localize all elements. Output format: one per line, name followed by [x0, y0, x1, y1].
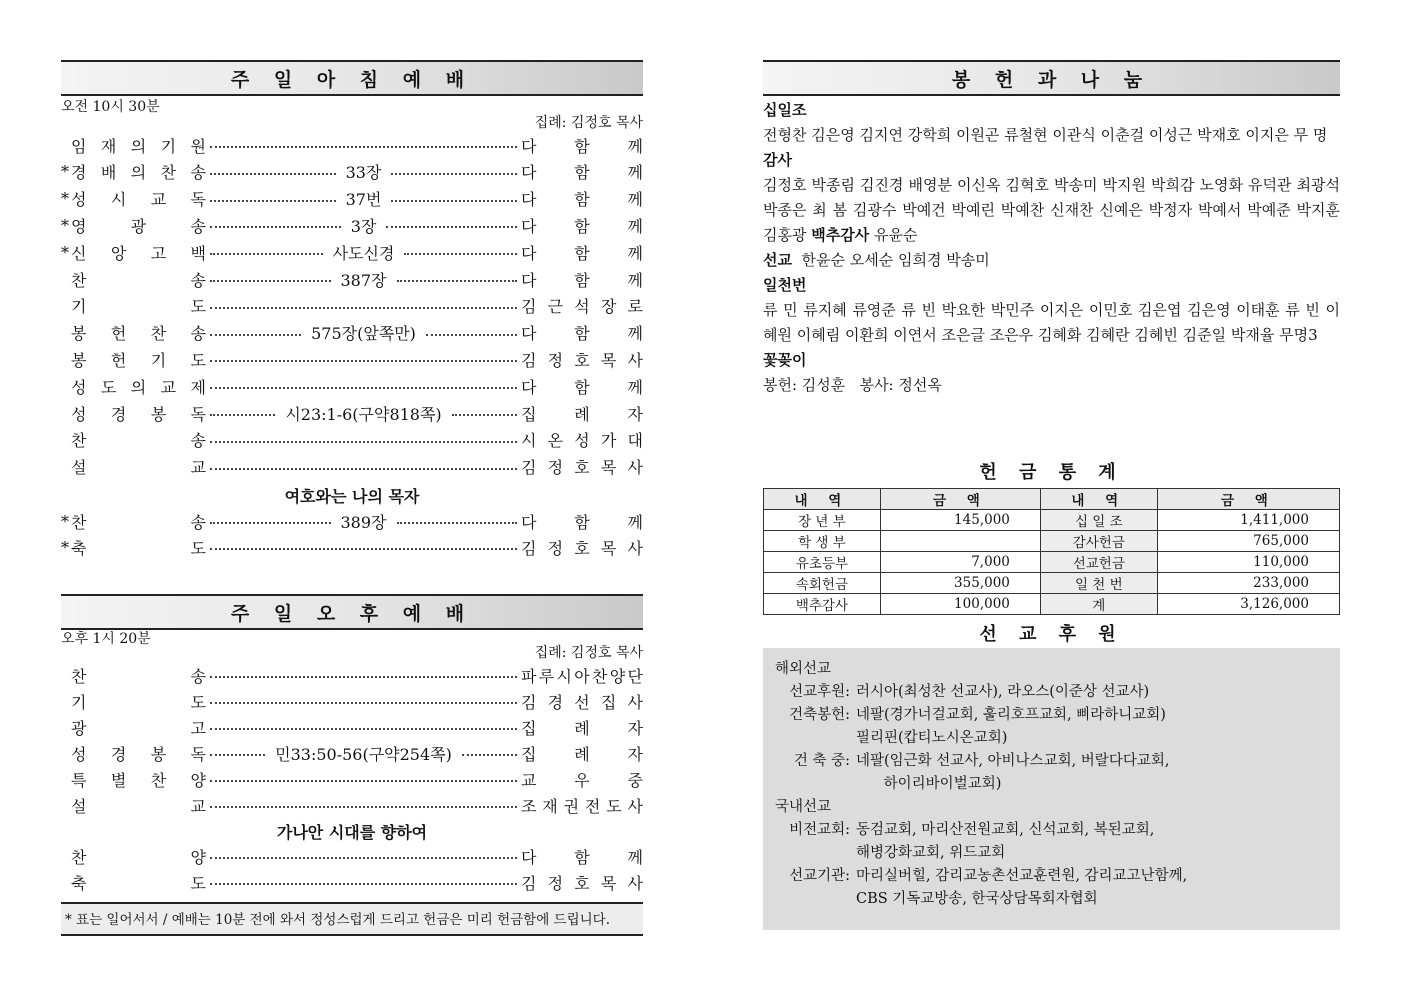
leader-dots [386, 226, 517, 228]
leader-dots [210, 226, 341, 228]
service-row [61, 159, 643, 185]
service-item-detail: 387장 [340, 270, 387, 290]
support-category [775, 842, 856, 865]
service-item-label: 찬 송 [71, 512, 206, 532]
service-item-person: 다 함 께 [521, 377, 643, 397]
table-row [764, 552, 1340, 573]
flower-label: 꽃꽂이 [763, 351, 807, 369]
morning-sermon-title: 여호와는 나의 목자 [284, 487, 420, 506]
table-cell-category: 선교헌금 [1040, 552, 1157, 573]
leader-dots [397, 522, 518, 524]
support-row [775, 704, 1328, 727]
service-item-detail: 사도신경 [332, 243, 395, 263]
service-item-label: 성 경 봉 독 [71, 744, 206, 764]
table-cell-amount: 3,126,000 [1157, 594, 1339, 615]
service-item-label: 영 광 송 [71, 216, 206, 236]
service-row [61, 454, 643, 480]
service-row [61, 508, 643, 534]
service-row [61, 346, 643, 372]
service-item-person: 김 정 호 목 사 [521, 458, 643, 478]
support-text: 마리실버힐, 감리교농촌선교훈련원, 감리교고난함께, [856, 868, 1188, 884]
service-item-person: 김 정 호 목 사 [521, 538, 643, 558]
service-item-person: 다 함 께 [521, 847, 643, 867]
table-cell-category: 십 일 조 [1040, 510, 1157, 531]
service-item-label: 축 도 [71, 873, 206, 893]
service-item-label: 광 고 [71, 718, 206, 738]
support-title: 선 교 후 원 [979, 624, 1124, 645]
star-mark: * [61, 242, 69, 262]
service-row [61, 869, 643, 895]
offering-stats-table [763, 488, 1340, 615]
support-text: CBS 기독교방송, 한국상담목회자협회 [856, 891, 1098, 907]
service-item-label: 찬 송 [71, 270, 206, 290]
leader-dots [462, 754, 517, 756]
ilcheon-names: 류 민 류지혜 류영준 류 빈 박요한 박민주 이지은 이민호 김은엽 김은영 이태훈 류 빈 이혜원 이혜림 이환희 이연서 조은글 조은우 김혜화 김혜란 김혜빈 김준일 박재율 무명3 [763, 301, 1340, 344]
table-cell-amount: 145,000 [880, 510, 1040, 531]
support-row [775, 750, 1328, 773]
leader-dots [210, 173, 336, 175]
leader-dots [210, 780, 517, 782]
service-item-label: 성 시 교 독 [71, 190, 206, 210]
service-row [61, 373, 643, 399]
service-row [61, 662, 643, 688]
service-row [61, 186, 643, 212]
afternoon-time: 오후 1시 20분 [61, 631, 151, 647]
service-row [61, 320, 643, 346]
support-category: 선교기관: [789, 868, 850, 884]
leader-dots [391, 173, 517, 175]
flower-text: 봉헌: 김성훈 봉사: 정선옥 [763, 376, 942, 394]
support-category [775, 888, 856, 911]
service-item-label: 봉 헌 찬 송 [71, 324, 206, 344]
service-item-person: 다 함 께 [521, 190, 644, 210]
support-category [775, 773, 856, 796]
service-item-label: 찬 송 [71, 431, 206, 451]
service-item-detail: 33장 [345, 163, 382, 183]
service-row [61, 843, 643, 869]
service-item-person: 다 함 께 [521, 512, 643, 532]
leader-dots [210, 334, 301, 336]
support-text: 하이리바이벌교회) [856, 776, 1002, 792]
support-text: 필리핀(캅티노시온교회) [856, 730, 1008, 746]
tithe-names: 전형찬 김은영 김지연 강학희 이원곤 류철현 이관식 이춘걸 이성근 박재호 이지은 무 명 [763, 126, 1328, 144]
service-item-detail: 389장 [340, 512, 387, 532]
service-item-label: 성 경 봉 독 [71, 404, 206, 424]
service-item-person: 시 온 성 가 대 [521, 431, 643, 451]
support-category: 선교후원: [789, 684, 850, 700]
afternoon-service-title: 주 일 오 후 예 배 [61, 594, 643, 630]
service-item-detail: 3장 [350, 216, 377, 236]
service-item-person: 김 경 선 집 사 [521, 692, 643, 712]
service-item-label: 찬 양 [71, 847, 206, 867]
mission-support-box [763, 648, 1340, 930]
service-row [61, 293, 643, 319]
support-category: 건축봉헌: [789, 707, 850, 723]
morning-leader: 집례: 김정호 목사 [534, 115, 643, 131]
service-row [61, 766, 643, 792]
table-cell-amount: 765,000 [1157, 531, 1339, 552]
table-row [764, 573, 1340, 594]
table-header: 금 액 [880, 489, 1040, 510]
baekchu-label: 백추감사 [811, 226, 870, 244]
leader-dots [210, 883, 517, 885]
service-item-person: 다 함 께 [521, 324, 644, 344]
domestic-label: 국내선교 [775, 799, 832, 815]
service-item-label: 신 앙 고 백 [71, 243, 206, 263]
support-text: 러시아(최성찬 선교사), 라오스(이준상 선교사) [856, 684, 1150, 700]
table-row [764, 531, 1340, 552]
table-cell-category: 속회헌금 [764, 573, 881, 594]
service-item-label: 설 교 [71, 796, 206, 816]
table-cell-amount: 100,000 [880, 594, 1040, 615]
mission-label: 선교 [763, 251, 792, 269]
leader-dots [210, 146, 517, 148]
table-cell-amount: 355,000 [880, 573, 1040, 594]
afternoon-leader: 집례: 김정호 목사 [534, 645, 643, 661]
service-row [61, 212, 643, 238]
service-item-person: 집 례 자 [521, 404, 643, 424]
support-text: 네팔(임근화 선교사, 아비나스교회, 버랄다다교회, [856, 753, 1170, 769]
star-mark: * [61, 162, 69, 182]
table-cell-category: 유초등부 [764, 552, 881, 573]
service-item-detail: 575장(앞쪽만) [311, 324, 416, 344]
service-item-person: 다 함 께 [521, 136, 643, 156]
service-item-person: 김 근 석 장 로 [521, 297, 643, 317]
support-row [775, 842, 1328, 865]
leader-dots [210, 806, 517, 808]
leader-dots [210, 360, 517, 362]
table-header: 금 액 [1157, 489, 1339, 510]
leader-dots [210, 522, 331, 524]
table-cell-category: 감사헌금 [1040, 531, 1157, 552]
left-column [61, 60, 643, 940]
table-cell-amount: 7,000 [880, 552, 1040, 573]
support-text: 해병강화교회, 위드교회 [856, 845, 1006, 861]
table-cell-amount: 1,411,000 [1157, 510, 1339, 531]
leader-dots [210, 857, 517, 859]
service-item-person: 교 우 중 [521, 770, 643, 790]
service-item-detail: 시23:1-6(구약818쪽) [285, 404, 442, 424]
footnote: * 표는 일어서서 / 예배는 10분 전에 와서 정성스럽게 드리고 헌금은 미리 헌금함에 드립니다. [61, 902, 643, 936]
table-cell-amount [880, 531, 1040, 552]
leader-dots [452, 414, 517, 416]
leader-dots [397, 280, 518, 282]
star-mark: * [61, 537, 69, 557]
table-cell-amount: 233,000 [1157, 573, 1339, 594]
offering-list [763, 98, 1340, 398]
support-row [775, 727, 1328, 750]
leader-dots [210, 253, 323, 255]
service-item-person: 김 정 호 목 사 [521, 350, 643, 370]
service-row [61, 688, 643, 714]
support-row [775, 773, 1328, 796]
star-mark: * [61, 215, 69, 235]
service-item-person: 파 루 시 아 찬 양 단 [521, 666, 643, 686]
service-item-label: 경 배 의 찬 송 [71, 163, 206, 183]
service-item-person: 다 함 께 [521, 163, 644, 183]
service-item-person: 다 함 께 [521, 243, 644, 263]
leader-dots [210, 468, 517, 470]
table-cell-category: 일 천 번 [1040, 573, 1157, 594]
morning-service-title: 주 일 아 침 예 배 [61, 60, 643, 96]
service-item-label: 기 도 [71, 692, 206, 712]
baekchu-names: 유윤순 [874, 226, 918, 244]
right-column [763, 60, 1340, 940]
leader-dots [404, 253, 517, 255]
table-cell-amount: 110,000 [1157, 552, 1339, 573]
service-item-person: 집 례 자 [521, 718, 643, 738]
service-item-label: 찬 송 [71, 666, 206, 686]
stats-title: 헌 금 통 계 [979, 462, 1124, 483]
service-item-label: 임 재 의 기 원 [71, 136, 206, 156]
service-row [61, 239, 643, 265]
star-mark: * [61, 189, 69, 209]
leader-dots [210, 441, 517, 443]
support-row [775, 819, 1328, 842]
service-item-label: 기 도 [71, 297, 206, 317]
leader-dots [210, 387, 517, 389]
service-item-person: 김 정 호 목 사 [521, 873, 643, 893]
leader-dots [210, 548, 517, 550]
service-item-label: 특 별 찬 양 [71, 770, 206, 790]
support-text: 동검교회, 마리산전원교회, 신석교회, 복된교회, [856, 822, 1155, 838]
service-row [61, 792, 643, 818]
service-item-label: 설 교 [71, 458, 206, 478]
service-row [61, 714, 643, 740]
ilcheon-label: 일천번 [763, 276, 807, 294]
leader-dots [426, 334, 517, 336]
table-row [764, 594, 1340, 615]
service-row [61, 534, 643, 560]
leader-dots [210, 200, 336, 202]
service-item-label: 성 도 의 교 제 [71, 377, 206, 397]
tithe-label: 십일조 [763, 101, 807, 119]
table-row [764, 510, 1340, 531]
service-item-detail: 민33:50-56(구약254쪽) [275, 744, 452, 764]
offering-title: 봉 헌 과 나 눔 [763, 60, 1340, 96]
leader-dots [391, 200, 517, 202]
service-row [61, 400, 643, 426]
thanks-names: 김정호 박종림 김진경 배영분 이신옥 김혁호 박송미 박지원 박희감 노영화 유덕관 최광석 박종은 최 봄 김광수 박예건 박예린 박예찬 신재찬 신예은 박정자 박예서 박예준 박지훈 김홍광 [763, 176, 1340, 244]
overseas-label: 해외선교 [775, 661, 832, 677]
service-item-person: 조 재 권 전 도 사 [521, 796, 643, 816]
star-mark: * [61, 511, 69, 531]
service-item-person: 다 함 께 [521, 216, 644, 236]
morning-time: 오전 10시 30분 [61, 99, 160, 115]
service-item-detail: 37번 [345, 190, 382, 210]
support-category: 비전교회: [789, 822, 850, 838]
service-item-label: 봉 헌 기 도 [71, 350, 206, 370]
support-text: 네팔(경가너걸교회, 훌리호프교회, 삐라하니교회) [856, 707, 1166, 723]
table-header: 내 역 [1040, 489, 1157, 510]
service-row [61, 740, 643, 766]
service-row [61, 427, 643, 453]
service-row [61, 266, 643, 292]
table-cell-category: 백추감사 [764, 594, 881, 615]
support-row [775, 681, 1328, 704]
thanks-label: 감사 [763, 151, 792, 169]
leader-dots [210, 280, 331, 282]
service-item-person: 다 함 께 [521, 270, 643, 290]
leader-dots [210, 307, 517, 309]
service-item-label: 축 도 [71, 538, 206, 558]
table-header: 내 역 [764, 489, 881, 510]
mission-names: 한윤순 오세순 임희경 박송미 [801, 251, 990, 269]
support-row [775, 865, 1328, 888]
leader-dots [210, 728, 517, 730]
leader-dots [210, 754, 265, 756]
support-category: 건 축 중: [793, 753, 850, 769]
support-row [775, 888, 1328, 911]
leader-dots [210, 676, 517, 678]
support-category [775, 727, 856, 750]
leader-dots [210, 414, 275, 416]
afternoon-sermon-title: 가나안 시대를 향하여 [276, 823, 428, 842]
table-cell-category: 계 [1040, 594, 1157, 615]
table-cell-category: 학 생 부 [764, 531, 881, 552]
leader-dots [210, 702, 517, 704]
table-cell-category: 장 년 부 [764, 510, 881, 531]
service-row [61, 132, 643, 158]
service-item-person: 집 례 자 [521, 744, 644, 764]
